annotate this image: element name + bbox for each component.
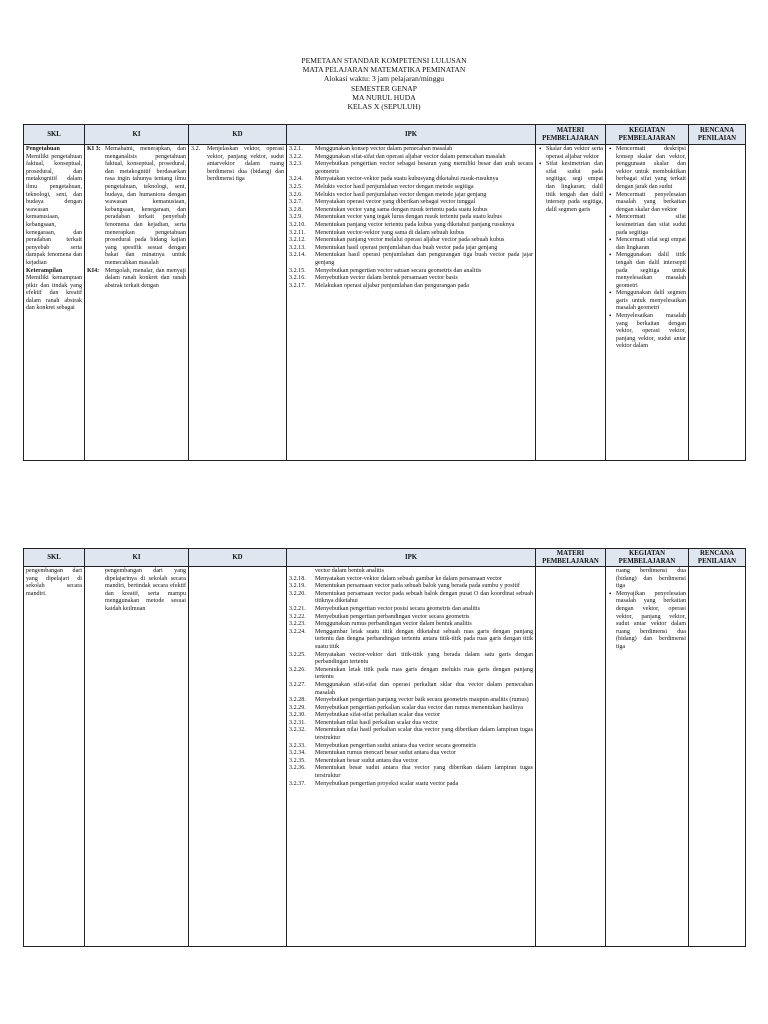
- ipk-item: [289, 275, 533, 283]
- ipk-text: Menyebutkan pengertian vector sebagai besaran yang memiliki besar dan arah secara geometris: [315, 161, 533, 175]
- ipk-item: [289, 207, 533, 215]
- ipk-number: 3.2.7.: [289, 199, 303, 206]
- ipk-number: 3.2.12.: [289, 237, 306, 244]
- ipk-text: Menentukan panjang vector melalui operasi aljabar vector pada sebuah kubus: [315, 237, 505, 244]
- ipk-item: [289, 727, 533, 742]
- ipk-text: Menyatakan vector-vektor pada suatu kubusyang diketahui rusuk-rusuknya: [315, 176, 499, 183]
- ipk-item: [289, 214, 533, 222]
- ipk-number: 3.2.16.: [289, 275, 306, 282]
- kegiatan-list: [608, 591, 686, 652]
- ipk-text: Menyebutkan pengertian vector satuan secara geometris dan analitis: [315, 267, 482, 274]
- ipk-item: [289, 192, 533, 200]
- column-header-rencana: RENCANA PENILAIAN: [689, 549, 746, 567]
- ipk-number: 3.2.3.: [289, 161, 303, 168]
- ipk-number: 3.2.34.: [289, 750, 306, 757]
- ipk-text: Menentukan vector yang tegak lurus dengan rusuk tertentu pada suatu kubus: [315, 214, 502, 221]
- ipk-number: 3.2.5.: [289, 183, 303, 190]
- ipk-number: 3.2.30.: [289, 712, 306, 719]
- kegiatan-cell: [606, 567, 689, 947]
- ipk-text: Menentukan nilai hasil perkalian scalar dua vector yang diberikan dalam lampiran tugas terstruktur: [315, 727, 533, 742]
- ipk-number: 3.2.9.: [289, 214, 303, 221]
- kd-text: Menjelaskan vektor, operasi vektor, panjang vektor, sudut antarvektor dalam ruang berdimensi dua (bidang) dan berdimensi tiga: [207, 146, 284, 183]
- ipk-text: Menentukan nilai hasil perkalian scalar dua vector: [315, 719, 438, 726]
- competency-table-2: [23, 548, 746, 947]
- materi-cell: [536, 145, 606, 461]
- column-header-kd: KD: [189, 125, 287, 145]
- materi-item: • Sifat kesimetrian dan sifat sudut pada segitiga; segi empat dan lingkaran; dalil titik tengah dan dalil intersep pada segitiga, dalil segmen garis: [546, 161, 603, 214]
- kegiatan-item: • Mencermati sifat kesimetrian dan sifat sudut pada segitiga: [616, 214, 686, 237]
- ipk-item: [289, 146, 533, 154]
- kegiatan-item: • Menyajikan penyelesaian masalah yang berkaitan dengan vektor, operasi vektor, panjang vektor, sudut antar vektor dalam ruang berdimensi dua (bidang) dan berdimensi tiga: [616, 591, 686, 652]
- ipk-item: [289, 268, 533, 276]
- kd-number: 3.2.: [191, 146, 201, 152]
- kegiatan-item: • Mencermati deskripsi konsep skalar dan vektor, penggunaan skalar dan vektor untuk membuktikan berbagai sifat yang terkait dengan jarak dan sudut: [616, 146, 686, 192]
- kegiatan-cell: [606, 145, 689, 461]
- materi-cell: [536, 567, 606, 947]
- table-header-row: [24, 125, 746, 145]
- ipk-text: Menyebutkan pengertian perkalian scalar dua vector dan rumus menentukan hasilnya: [315, 704, 523, 711]
- column-header-skl: SKL: [24, 549, 85, 567]
- ki-cell: [85, 145, 189, 461]
- ipk-text: Menggunakan konsep vector dalam pemecahan masalah: [315, 146, 453, 152]
- header-subject: MATA PELAJARAN MATEMATIKA PEMINATAN: [302, 65, 466, 75]
- ipk-item: [289, 765, 533, 780]
- ipk-cell: [287, 567, 536, 947]
- ipk-number: 3.2.17.: [289, 282, 306, 289]
- kegiatan-item: • Mencermati penyelesaian masalah yang berkaitan dengan skalar dan vektor: [616, 192, 686, 215]
- ipk-item: [289, 712, 533, 720]
- header-time-allocation: Alokasi waktu: 3 jam pelajaran/minggu: [323, 74, 445, 84]
- skl-continued-text: pengembangan dari yang dipelajari di sekolah secara mandiri.: [26, 568, 82, 597]
- materi-list: [538, 146, 603, 214]
- ipk-text: Menggunakan sifat-sifat dan operasi aljabar vector dalam pemecahan masalah: [315, 153, 506, 160]
- ipk-item: [289, 199, 533, 207]
- ipk-number: 3.2.2.: [289, 153, 303, 160]
- ipk-item: [289, 758, 533, 766]
- ipk-number: 3.2.14.: [289, 252, 306, 259]
- ipk-number: 3.2.18.: [289, 575, 306, 582]
- ipk-number: 3.2.6.: [289, 191, 303, 198]
- ipk-text: Menentukan persamaan vector pada sebuah balok dengan pusat O dan koordinat sebuah titiknya diketahui: [315, 590, 533, 605]
- ipk-number: 3.2.10.: [289, 221, 306, 228]
- column-header-ipk: IPK: [287, 125, 536, 145]
- ipk-text: Menentukan vector yang sama dengan rusuk tertentu pada suatu kubus: [315, 206, 488, 213]
- ipk-number: 3.2.8.: [289, 206, 303, 213]
- header-class: KELAS X (SEPULUH): [347, 102, 421, 112]
- column-header-kd: KD: [189, 549, 287, 567]
- skl-pengetahuan-label: Pengetahuan: [26, 146, 60, 152]
- table-row: [24, 145, 746, 461]
- ipk-text: Menentukan vector-vektor yang sama di dalam sebuah kubus: [315, 229, 465, 236]
- ki3-entry: [87, 146, 186, 268]
- column-header-kegiatan: KEGIATAN PEMBELAJARAN: [606, 549, 689, 567]
- ipk-text: Melakukan operasi aljabar penjumlahan dan pengurangan pada: [315, 282, 469, 289]
- ipk-number: 3.2.26.: [289, 666, 306, 673]
- ipk-continued-text: vector dalam bentuk analitis: [315, 568, 384, 574]
- ki4-entry: [87, 268, 186, 291]
- rencana-cell: [689, 145, 746, 461]
- ipk-item: [289, 161, 533, 176]
- ipk-text: Menyatakan vector-vektor dari titik-titik yang berada dalam satu garis dengan perbandingan tertentu: [315, 651, 533, 666]
- ipk-item: [289, 720, 533, 728]
- ki3-text: Memahami, menerapkan, dan menganalisis pengetahuan faktual, konseptual, prosedural, dan metakognitif berdasarkan rasa ingin tahunya tentang ilmu pengetahuan, teknologi, seni, budaya, dan humaniora dengan wawasan kemanusiaan, kebangsaan, kenegaraan, dan peradaban terkait penyebab fenomena dan kejadian, serta menerapkan pengetahuan prosedural pada bidang kajian yang spesifik sesuai dengan bakat dan minatnya untuk memecahkan masalah: [105, 146, 186, 266]
- table-row: [24, 567, 746, 947]
- ipk-number: 3.2.32.: [289, 727, 306, 734]
- kegiatan-item: • Menggunakan dalil titik tengah dan dalil intersepti pada segitiga untuk menyelesaikan masalah geometri: [616, 252, 686, 290]
- kegiatan-item: • Menggunakan dalil segmen garis untuk menyelesaikan masalah geometri: [616, 290, 686, 313]
- ipk-item: [289, 614, 533, 622]
- competency-table-1: [23, 124, 746, 461]
- ipk-text: Menentukan letak titik pada ruas garis dengan melukis ruas garis dengan panjang tertentu: [315, 666, 533, 681]
- ipk-item: [289, 750, 533, 758]
- ipk-item: [289, 621, 533, 629]
- ipk-text: Menyebutkan vector dalam bentuk persamaan vector basis: [315, 275, 458, 282]
- column-header-rencana: RENCANA PENILAIAN: [689, 125, 746, 145]
- ipk-number: 3.2.28.: [289, 697, 306, 704]
- ipk-item: [289, 682, 533, 697]
- ipk-text: Menentukan hasil operasi penjumlahan dua buah vector pada jajar genjang: [315, 244, 498, 251]
- ipk-number: 3.2.24.: [289, 628, 306, 635]
- header-school: MA NURUL HUDA: [352, 92, 416, 102]
- ki4-text: Mengolah, menalar, dan menyaji dalam ranah konkret dan ranah abstrak terkait dengan: [105, 267, 186, 289]
- ipk-text: Menyatakan vector-vektor dalam sebuah gambar ke dalam persamaan vector: [315, 575, 503, 582]
- ipk-text: Menyebutkan pengertian vector posisi secara geometris dan analitis: [315, 605, 480, 612]
- document-header: [0, 56, 768, 111]
- ipk-number: 3.2.29.: [289, 704, 306, 711]
- column-header-materi: MATERI PEMBELAJARAN: [536, 125, 606, 145]
- skl-keterampilan-text: Memiliki kemampuan pikir dan tindak yang efektif dan kreatif dalam ranah abstrak dan konkret sebagai: [26, 275, 82, 312]
- ipk-number: 3.2.11.: [289, 229, 306, 236]
- ipk-text: Menyebutkan pengertian panjang vector baik secara geometris maupun analitis (rumus): [315, 697, 529, 704]
- kd-cell: [189, 567, 287, 947]
- ipk-text: Menyebutkan sifat-sifat perkalian scalar dua vector: [315, 712, 441, 719]
- ipk-text: Menentukan hasil operasi penjumlahan dan pengurangan tiga buah vector pada jajar genjang: [315, 252, 533, 266]
- column-header-ki: KI: [85, 549, 189, 567]
- ipk-text: Menyebutkan pengertian proyeksi scalar suatu vector pada: [315, 780, 459, 787]
- ipk-text: Menyebutkan pengertian perbandingan vector secara geometris: [315, 613, 470, 620]
- rencana-cell: [689, 567, 746, 947]
- column-header-ki: KI: [85, 125, 189, 145]
- ipk-number: 3.2.13.: [289, 244, 306, 251]
- ipk-text: Menyatakan operasi vector yang diberikan sebagai vector tunggal: [315, 199, 476, 206]
- ipk-text: Menentukan rumus mencari besar sudut antara dua vector: [315, 750, 456, 757]
- skl-keterampilan-label: Keterampilan: [26, 267, 63, 274]
- header-semester: SEMESTER GENAP: [350, 83, 418, 93]
- ipk-number: 3.2.25.: [289, 651, 306, 658]
- ipk-text: Menyebutkan pengertian sudut antara dua vector secara geometris: [315, 742, 477, 749]
- ipk-number: 3.2.23.: [289, 621, 306, 628]
- ipk-number: 3.2.31.: [289, 719, 306, 726]
- ipk-item: [289, 583, 533, 591]
- ipk-text: Melukis vector hasil penjumlahan vector dengan metode jajar genjang: [315, 191, 487, 198]
- ipk-number: 3.2.36.: [289, 765, 306, 772]
- ipk-text: Menggambar letak suatu titik dengan diketahui sebuah ruas garis dengan panjang tertentu dan dengna perbandingan tertentu antara titik-titik pada ruas garis dengan titik suatu titik: [315, 628, 533, 650]
- table-header-row: [24, 549, 746, 567]
- ipk-text: Menentukan panjang vector tertentu pada kubus yang diketahui panjang rusuknya: [315, 221, 515, 228]
- ipk-item: [289, 591, 533, 606]
- column-header-kegiatan: KEGIATAN PEMBELAJARAN: [606, 125, 689, 145]
- ipk-item: [289, 743, 533, 751]
- ipk-text: Menentukan besar sudut antara dua vector: [315, 757, 419, 764]
- ipk-number: 3.2.1.: [289, 146, 303, 152]
- ipk-cell: [287, 145, 536, 461]
- ipk-text: Menentukan persamaan vector pada sebuah balok yang berada pada sumbu y positif: [315, 583, 520, 590]
- ipk-item: [289, 222, 533, 230]
- skl-cell: [24, 567, 85, 947]
- kegiatan-continued-text: ruang berdimensi dua (bidang) dan berdimensi tiga: [616, 568, 686, 590]
- ipk-text: Menentukan besar sudut antara dua vector yang diberikan dalam lampiran tugas terstruktur: [315, 765, 533, 780]
- ki-cell: [85, 567, 189, 947]
- ipk-item: [289, 629, 533, 652]
- skl-cell: [24, 145, 85, 461]
- kd-cell: [189, 145, 287, 461]
- column-header-materi: MATERI PEMBELAJARAN: [536, 549, 606, 567]
- ipk-number: 3.2.33.: [289, 742, 306, 749]
- ipk-number: 3.2.27.: [289, 681, 306, 688]
- ipk-text: Menggunakan rumus perbandingan vector dalam bentuk analitis: [315, 621, 472, 628]
- ipk-number: 3.2.4.: [289, 176, 303, 183]
- skl-pengetahuan-text: Memiliki pengetahuan faktual, konseptual, prosedural, dan metakognitif dalam ilmu pengetahuan, teknologi, seni, dan budaya dengan wawasan kemanusiaan, kebangsaan, kenegaraan, dan peradaban terkait penyebab serta dampak fenomena dan kejadian: [26, 153, 82, 266]
- ipk-number: 3.2.22.: [289, 613, 306, 620]
- kegiatan-item: • Menyelesaikan masalah yang berkaitan dengan vektor, operasi vektor, panjang vektor, sudut antar vektor dalam: [616, 313, 686, 351]
- ipk-item: [289, 245, 533, 253]
- ipk-item: [289, 652, 533, 667]
- column-header-ipk: IPK: [287, 549, 536, 567]
- ipk-number: 3.2.15.: [289, 267, 306, 274]
- ipk-number: 3.2.21.: [289, 605, 306, 612]
- kegiatan-item: • Mencermati sifat segi empat dan lingkaran: [616, 237, 686, 252]
- header-title: PEMETAAN STANDAR KOMPETENSI LULUSAN: [301, 56, 467, 65]
- ki-continued-text: pengembangan dari yang dipelajarinya di sekolah secara mandiri, bertindak secara efektif dan kreatif, serta mampu menggunakan metode sesuai kaidah keilmuan: [105, 568, 186, 612]
- ipk-item: [289, 252, 533, 267]
- ipk-item: [289, 154, 533, 162]
- ipk-item: [289, 184, 533, 192]
- ipk-text: Melukis vector hasil penjumlahan vector dengan metode segitiga: [315, 183, 474, 190]
- ipk-item: [289, 176, 533, 184]
- ipk-item: [289, 606, 533, 614]
- materi-item: • Skalar dan vektor serta operasi aljabar vektor: [546, 146, 603, 161]
- ipk-item: [289, 667, 533, 682]
- ipk-number: 3.2.37.: [289, 780, 306, 787]
- kegiatan-list: [608, 146, 686, 351]
- ipk-text: Menggunakan sifat-sifat dan operasi perkalian sklar dua vector dalam pemecahan masalah: [315, 681, 533, 696]
- kd-entry: [191, 146, 284, 184]
- ipk-number: 3.2.20.: [289, 590, 306, 597]
- ipk-item: [289, 283, 533, 291]
- ipk-number: 3.2.35.: [289, 757, 306, 764]
- ki4-label: KI4:: [87, 267, 100, 274]
- ki3-label: KI 3:: [87, 146, 101, 152]
- column-header-skl: SKL: [24, 125, 85, 145]
- ipk-item: [289, 230, 533, 238]
- ipk-item: [289, 697, 533, 705]
- ipk-item: [289, 237, 533, 245]
- ipk-number: 3.2.19.: [289, 583, 306, 590]
- ipk-item: [289, 781, 533, 789]
